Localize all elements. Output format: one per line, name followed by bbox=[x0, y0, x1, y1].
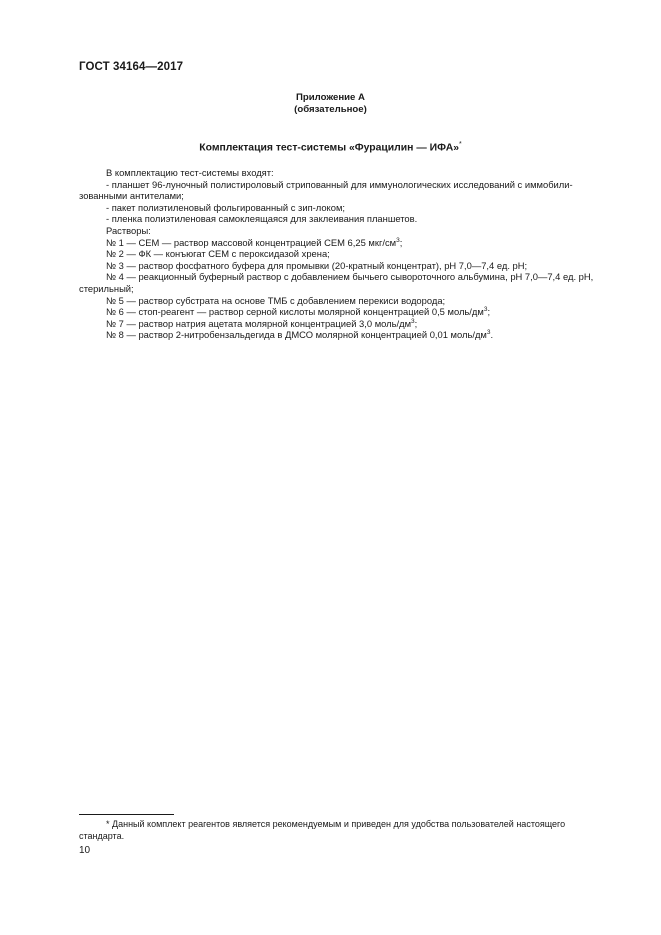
solution-1-end: ; bbox=[399, 236, 403, 248]
solution-7-sup: 3 bbox=[411, 317, 415, 325]
annex-title: Приложение А bbox=[296, 92, 365, 103]
standard-code: ГОСТ 34164—2017 bbox=[79, 61, 184, 73]
solution-6 bbox=[79, 306, 585, 318]
section-title-text: Комплектация тест-системы «Фурацилин — ИФА» bbox=[199, 142, 459, 154]
solution-1-sup: 3 bbox=[396, 236, 400, 244]
solution-7-text: № 7 — раствор натрия ацетата молярной концентрацией 3,0 моль/дм bbox=[106, 317, 412, 329]
section-title bbox=[0, 141, 661, 153]
solution-5: № 5 — раствор субстрата на основе ТМБ с добавлением перекиси водорода; bbox=[106, 294, 446, 306]
solution-7 bbox=[79, 318, 585, 330]
footnote-divider bbox=[79, 814, 174, 815]
solution-1-text: № 1 — СЕМ — раствор массовой концентрацией СЕМ 6,25 мкг/см bbox=[106, 236, 397, 248]
section-title-footnote-mark: * bbox=[458, 141, 462, 148]
body-text bbox=[79, 167, 594, 341]
solution-1 bbox=[79, 237, 585, 249]
solution-3: № 3 — раствор фосфатного буфера для промывки (20-кратный концентрат), pH 7,0—7,4 ед. pH; bbox=[106, 259, 528, 271]
solution-6-sup: 3 bbox=[483, 306, 488, 313]
footnote bbox=[79, 818, 599, 842]
solution-2: № 2 — ФК — конъюгат СЕМ с пероксидазой хрена; bbox=[106, 248, 330, 260]
list-item-plate: - планшет 96-луночный полистироловый стрипованный для иммунологических исследований с иммобили- bbox=[106, 178, 573, 190]
intro-paragraph: В комплектацию тест-системы входят: bbox=[106, 167, 274, 178]
solution-6-end: ; bbox=[487, 306, 491, 318]
solution-8-text: № 8 — раствор 2-нитробензальдегида в ДМСО молярной концентрацией 0,01 моль/дм bbox=[106, 329, 487, 341]
footnote-line-2: стандарта. bbox=[79, 831, 125, 841]
solution-4: № 4 — реакционный буферный раствор с добавлением бычьего сывороточного альбумина, pH 7,0—7,4 ед. pH, bbox=[106, 271, 594, 283]
solution-8-sup: 3 bbox=[486, 329, 491, 337]
footnote-line-1: * Данный комплект реагентов является рекомендуемым и приведен для удобства пользователей настоящего bbox=[106, 819, 566, 829]
solution-4-continuation: стерильный; bbox=[79, 282, 134, 294]
solution-7-end: ; bbox=[414, 317, 418, 329]
solution-8 bbox=[79, 329, 585, 341]
solutions-heading: Растворы: bbox=[106, 224, 151, 236]
list-item-film: - пленка полиэтиленовая самоклеящаяся для заклеивания планшетов. bbox=[106, 213, 418, 225]
list-item-plate-continuation: зованными антителами; bbox=[79, 190, 184, 202]
annex-subtitle: (обязательное) bbox=[294, 104, 367, 115]
solution-6-text: № 6 — стоп-реагент — раствор серной кислоты молярной концентрацией 0,5 моль/дм bbox=[106, 306, 484, 318]
list-item-package: - пакет полиэтиленовый фольгированный с зип-локом; bbox=[106, 201, 346, 213]
solution-8-end: . bbox=[490, 329, 494, 341]
page-number: 10 bbox=[79, 845, 91, 856]
